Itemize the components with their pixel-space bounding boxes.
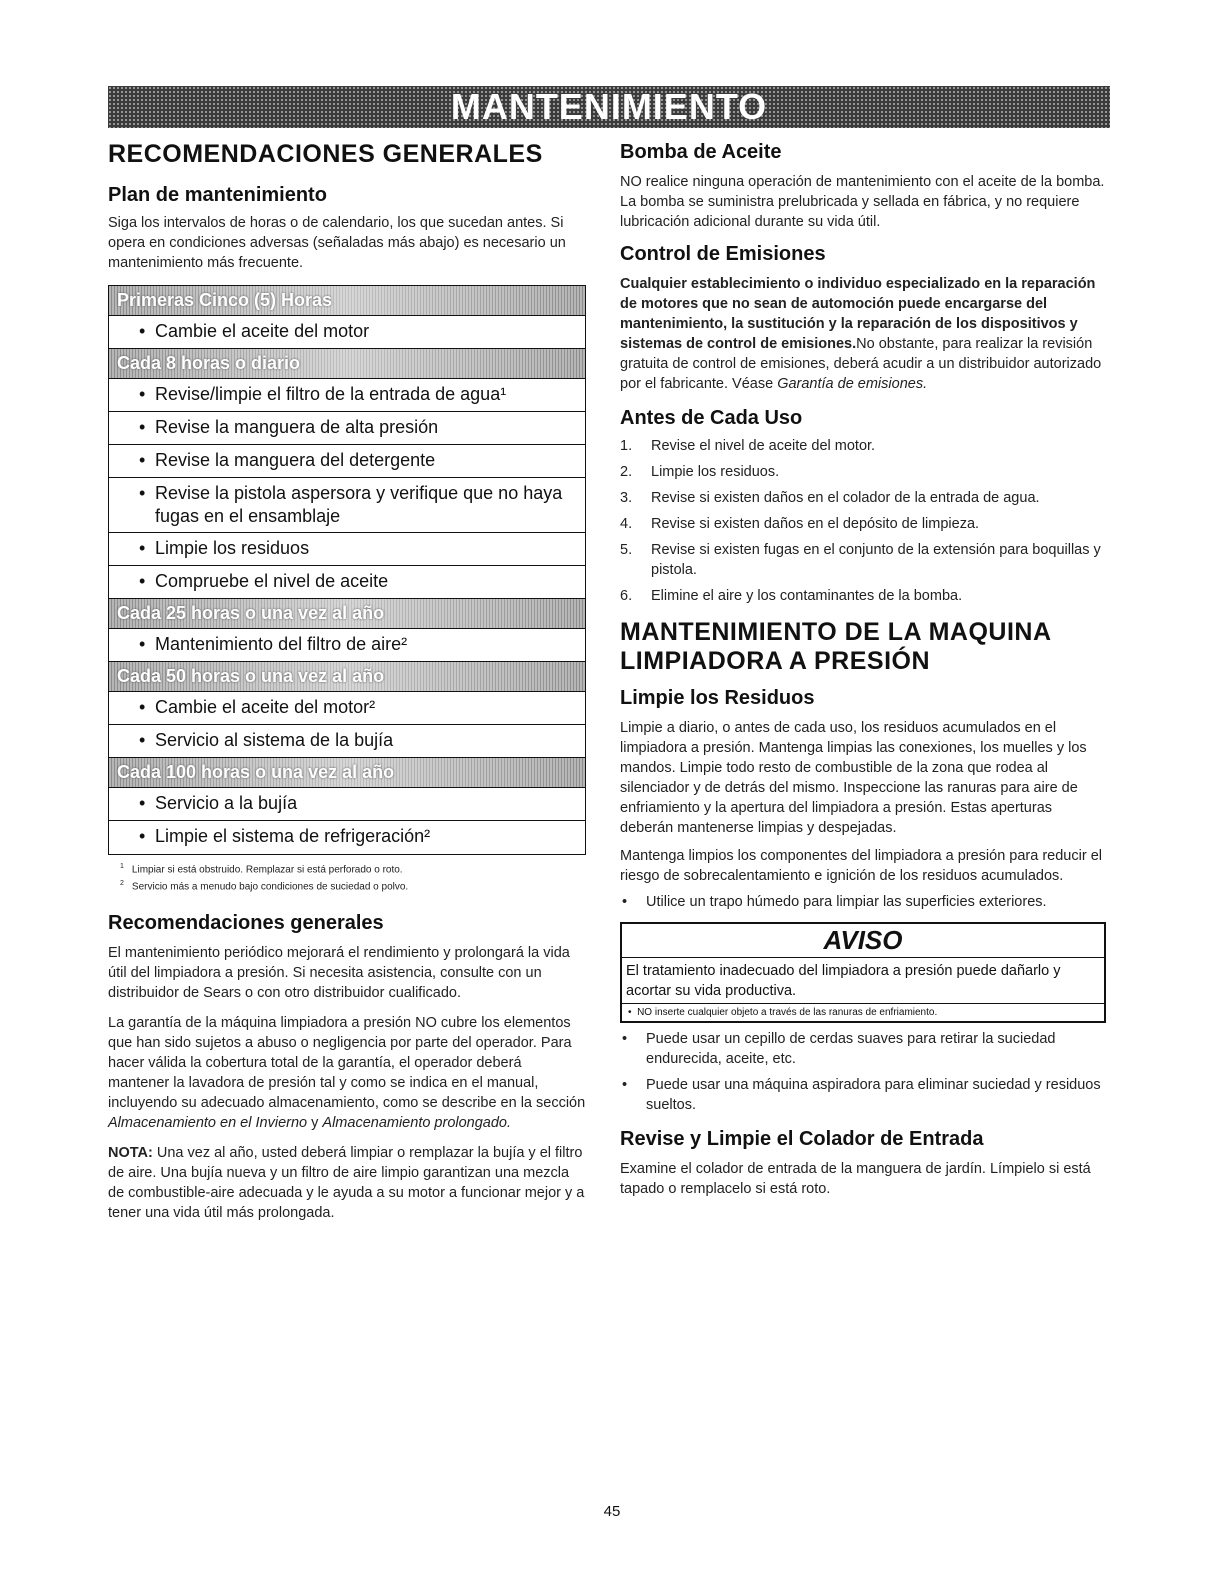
maintenance-schedule-table — [108, 285, 586, 855]
section-banner — [108, 86, 1110, 128]
nota-text: Una vez al año, usted deberá limpiar o remplazar la bujía y el filtro de aire. Una bujía nueva y un filtro de aire limpio garantizan una mezcla de combustible-aire adecuada y le ayuda a su motor a funcionar mejor y a tener una vida útil más prolongada. — [108, 1145, 585, 1222]
reco-p2-text: La garantía de la máquina limpiadora a presión NO cubre los elementos que han sido sujetos a abuso o negligencia por parte del operador. Para hacer válida la cobertura total de la garantía, el operador deberá mantener la lavadora de presión tal y como se indica en el manual, incluyendo su adecuado almacenamiento, como se describe en la sección — [108, 1015, 586, 1112]
bullet-marker: • — [139, 383, 146, 404]
step-number: 5. — [620, 542, 633, 558]
schedule-task-text: Mantenimiento del filtro de aire² — [155, 633, 408, 654]
schedule-task-row — [109, 566, 585, 599]
heading-recommendations: Recomendaciones generales — [108, 912, 384, 935]
schedule-task-text: Limpie el sistema de refrigeración² — [155, 825, 431, 846]
schedule-task-row — [109, 445, 585, 478]
schedule-task-text: Revise la manguera de alta presión — [155, 416, 439, 437]
bullet-marker: • — [139, 482, 146, 503]
bullet-marker: • — [139, 825, 146, 846]
schedule-task-row — [109, 788, 585, 821]
heading-machine-maintenance-2: LIMPIADORA A PRESIÓN — [620, 646, 931, 675]
schedule-footnotes — [108, 861, 586, 896]
schedule-task-text: Cambie el aceite del motor — [155, 320, 370, 341]
heading-before-each-use: Antes de Cada Uso — [620, 407, 803, 429]
step-text: Elimine el aire y los contaminantes de la bomba. — [651, 588, 963, 604]
bullet-marker: • — [622, 1077, 628, 1094]
schedule-task-text: Revise/limpie el filtro de la entrada de agua¹ — [155, 383, 507, 404]
step-text: Revise si existen fugas en el conjunto de la extensión para boquillas y pistola. — [651, 542, 1101, 578]
schedule-interval-header: Cada 50 horas o una vez al año — [109, 662, 585, 692]
bullet-marker: • — [139, 449, 146, 470]
step-text: Revise si existen daños en el colador de la entrada de agua. — [651, 490, 1040, 506]
schedule-interval-header: Cada 100 horas o una vez al año — [109, 758, 585, 788]
emissions-bold-text: Cualquier establecimiento o individuo especializado en la reparación de motores que no sean de automoción puede encargarse del mantenimiento, la sustitución y la reparación de los dispositivos y sistemas de control de emisiones. — [620, 276, 1096, 352]
step-text: Revise el nivel de aceite del motor. — [651, 438, 876, 454]
nota-paragraph — [108, 1143, 586, 1223]
bullet-item-brush — [620, 1029, 1106, 1069]
bullet-marker: • — [139, 633, 146, 654]
banner-title: MANTENIMIENTO — [450, 86, 768, 127]
reco-p2-and: y — [307, 1115, 323, 1132]
bullet-marker: • — [628, 1007, 632, 1019]
step-number: 3. — [620, 490, 633, 506]
before-use-step — [620, 462, 1106, 482]
schedule-task-row — [109, 478, 585, 533]
reco-paragraph-1: El mantenimiento periódico mejorará el rendimiento y prolongará la vida útil del limpiadora a presión. Si necesita asistencia, consulte con un distribuidor de Sears o con otro distribuidor cualificado. — [108, 945, 570, 1002]
bullet-marker: • — [139, 729, 146, 750]
bullet-marker: • — [139, 416, 146, 437]
schedule-task-text: Servicio al sistema de la bujía — [155, 729, 394, 750]
emissions-warranty-ref: Garantía de emisiones. — [777, 376, 928, 392]
step-text: Limpie los residuos. — [651, 464, 780, 480]
schedule-task-row — [109, 412, 585, 445]
schedule-task-row — [109, 725, 585, 758]
clean-paragraph-2: Mantenga limpios los componentes del limpiadora a presión para reducir el riesgo de sobrecalentamiento e ignición de los residuos acumulados. — [620, 847, 1102, 884]
heading-oil-pump: Bomba de Aceite — [620, 141, 782, 163]
reco-p2-winter-storage: Almacenamiento en el Invierno — [108, 1115, 308, 1132]
schedule-task-text: Compruebe el nivel de aceite — [155, 570, 389, 591]
bullet-text: Puede usar un cepillo de cerdas suaves para retirar la suciedad endurecida, aceite, etc. — [646, 1031, 1056, 1068]
footnote-2-mark: 2 — [120, 879, 124, 887]
footnote-2-text: Servicio más a menudo bajo condiciones de suciedad o polvo. — [131, 881, 409, 893]
before-use-step — [620, 586, 1106, 606]
bullet-item-cloth — [620, 892, 1106, 912]
schedule-interval-header: Cada 25 horas o una vez al año — [109, 599, 585, 629]
plan-text: Siga los intervalos de horas o de calendario, los que sucedan antes. Si opera en condiciones adversas (señaladas más abajo) es necesario un mantenimiento más frecuente. — [108, 214, 566, 271]
bullet-marker: • — [139, 792, 146, 813]
heading-check-inlet-strainer: Revise y Limpie el Colador de Entrada — [620, 1128, 984, 1151]
before-use-step — [620, 540, 1106, 580]
notice-sub-text: NO inserte cualquier objeto a través de las ranuras de enfriamiento. — [637, 1007, 938, 1019]
schedule-task-row — [109, 821, 585, 854]
schedule-interval-header: Primeras Cinco (5) Horas — [109, 286, 585, 316]
heading-machine-maintenance-1: MANTENIMIENTO DE LA MAQUINA — [620, 618, 1052, 646]
heading-general-recommendations: RECOMENDACIONES GENERALES — [108, 140, 543, 168]
before-use-list — [620, 436, 1106, 606]
schedule-task-row — [109, 533, 585, 566]
bullet-marker: • — [622, 1031, 628, 1048]
schedule-task-row — [109, 629, 585, 662]
schedule-task-text: Revise la pistola aspersora y verifique que no haya fugas en el ensamblaje — [155, 482, 563, 527]
nota-label: NOTA: — [108, 1145, 153, 1162]
heading-emissions-control: Control de Emisiones — [620, 243, 826, 265]
schedule-task-text: Limpie los residuos — [155, 537, 310, 558]
schedule-task-text: Cambie el aceite del motor² — [155, 696, 376, 717]
left-column — [108, 140, 586, 1223]
bullet-marker: • — [139, 570, 146, 591]
step-text: Revise si existen daños en el depósito de limpieza. — [651, 516, 980, 532]
bullet-marker: • — [622, 893, 628, 910]
notice-box — [620, 922, 1106, 1024]
footnote-1 — [120, 861, 586, 878]
schedule-task-row — [109, 379, 585, 412]
before-use-step — [620, 436, 1106, 456]
schedule-task-row — [109, 316, 585, 349]
bullet-item-vacuum — [620, 1075, 1106, 1115]
reco-paragraph-2 — [108, 1013, 586, 1133]
reco-p2-long-storage: Almacenamiento prolongado. — [322, 1115, 512, 1132]
notice-sub — [622, 1004, 1104, 1021]
step-number: 4. — [620, 516, 633, 532]
bullet-marker: • — [139, 696, 146, 717]
heading-clean-debris: Limpie los Residuos — [620, 686, 815, 709]
emissions-text — [620, 274, 1106, 394]
step-number: 6. — [620, 588, 633, 604]
step-number: 2. — [620, 464, 633, 480]
clean-paragraph-1: Limpie a diario, o antes de cada uso, los residuos acumulados en el limpiadora a presión. Mantenga limpias las conexiones, los muelles y los mandos. Limpie todo resto de combustible de la zona que rodea al silenciador y de detrás del mismo. Inspeccione las ranuras para aire de enfriamiento y la apertura del limpiadora a presión. Estas aperturas deberán mantenerse limpias y despejadas. — [620, 719, 1087, 836]
bullet-text: Puede usar una máquina aspiradora para eliminar suciedad y residuos sueltos. — [646, 1077, 1101, 1114]
bullet-text: Utilice un trapo húmedo para limpiar las superficies exteriores. — [646, 893, 1047, 910]
schedule-interval-header: Cada 8 horas o diario — [109, 349, 585, 379]
bullet-marker: • — [139, 320, 146, 341]
schedule-task-row — [109, 692, 585, 725]
before-use-step — [620, 514, 1106, 534]
footnote-1-mark: 1 — [120, 862, 124, 870]
schedule-task-text: Servicio a la bujía — [155, 792, 298, 813]
inlet-strainer-text: Examine el colador de entrada de la manguera de jardín. Límpielo si está tapado o remplacelo si está roto. — [620, 1161, 1091, 1198]
emissions-normal-text: No obstante, para realizar la revisión gratuita de control de emisiones, deberá acudir a un distribuidor autorizado por el fabricante. Véase — [620, 336, 1102, 392]
footnote-2 — [120, 878, 586, 895]
page-number: 45 — [603, 1503, 621, 1520]
heading-maintenance-plan: Plan de mantenimiento — [108, 183, 327, 206]
schedule-task-text: Revise la manguera del detergente — [155, 449, 436, 470]
before-use-step — [620, 488, 1106, 508]
right-column — [620, 140, 1106, 1199]
step-number: 1. — [620, 438, 633, 454]
bullet-marker: • — [139, 537, 146, 558]
notice-body: El tratamiento inadecuado del limpiadora a presión puede dañarlo y acortar su vida productiva. — [622, 958, 1104, 1004]
notice-title: AVISO — [622, 924, 1104, 959]
oil-pump-text: NO realice ninguna operación de mantenimiento con el aceite de la bomba. La bomba se suministra prelubricada y sellada en fábrica, y no requiere lubricación adicional durante su vida útil. — [620, 174, 1105, 230]
footnote-1-text: Limpiar si está obstruido. Remplazar si está perforado o roto. — [131, 863, 403, 875]
